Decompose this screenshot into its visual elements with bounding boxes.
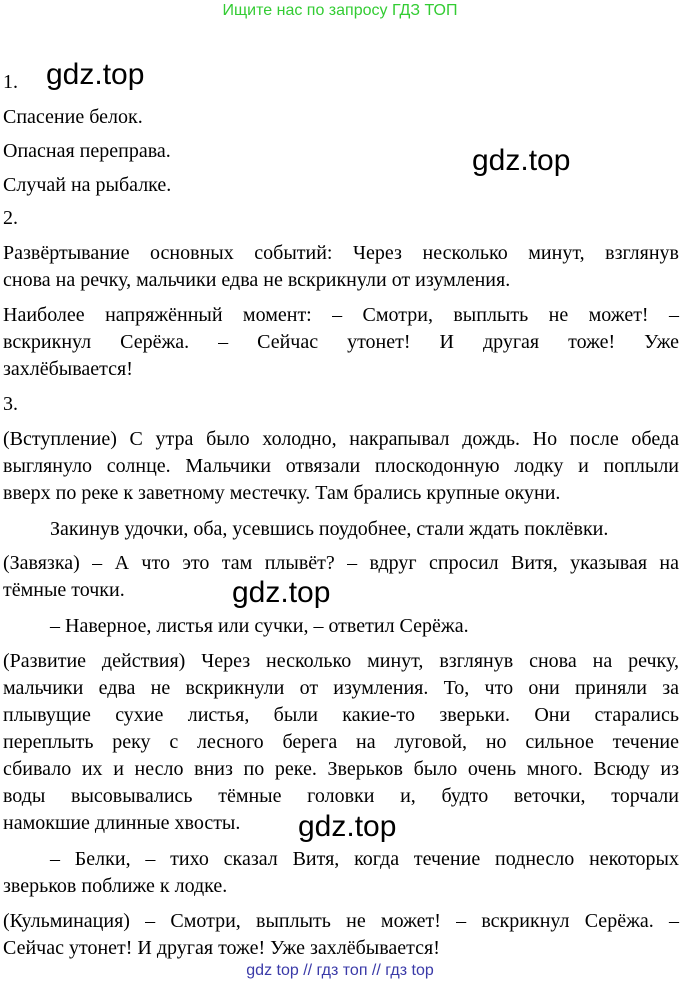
title-option: Опасная переправа.: [3, 140, 171, 162]
paragraph-line: Развёртывание основных событий: Через несколько минут, взглянув: [3, 242, 679, 264]
watermark: gdz.top: [46, 58, 145, 91]
watermark: gdz.top: [472, 144, 571, 177]
paragraph-line: сбивало их и несло вниз по реке. Зверьков было очень много. Всюду из: [3, 758, 679, 780]
paragraph-line: зверьков поближе к лодке.: [3, 875, 228, 897]
paragraph-line: Сейчас утонет! И другая тоже! Уже захлёбывается!: [3, 937, 440, 959]
paragraph-line: вскрикнул Серёжа. – Сейчас утонет! И другая тоже! Уже: [3, 331, 679, 353]
paragraph-line: (Завязка) – А что это там плывёт? – вдруг спросил Витя, указывая на: [3, 552, 679, 574]
paragraph-line: мальчики едва не вскрикнули от изумления. То, что они приняли за: [3, 677, 679, 699]
paragraph-line: намокшие длинные хвосты.: [3, 812, 241, 834]
paragraph-line: захлёбывается!: [3, 358, 133, 380]
section-number: 3.: [3, 393, 18, 415]
watermark: gdz.top: [298, 810, 397, 843]
paragraph-line: (Вступление) С утра было холодно, накрапывал дождь. Но после обеда: [3, 428, 679, 450]
paragraph-line: – Наверное, листья или сучки, – ответил Серёжа.: [50, 615, 469, 637]
section-number: 2.: [3, 207, 18, 229]
paragraph-line: воды высовывались тёмные головки и, будто веточки, торчали: [3, 785, 679, 807]
section-number: 1.: [3, 71, 18, 93]
paragraph-line: Закинув удочки, оба, усевшись поудобнее, стали ждать поклёвки.: [50, 518, 609, 540]
title-option: Спасение белок.: [3, 106, 143, 128]
paragraph-line: Наиболее напряжённый момент: – Смотри, выплыть не может! –: [3, 304, 679, 326]
paragraph-line: (Развитие действия) Через несколько минут, взглянув снова на речку,: [3, 650, 679, 672]
paragraph-line: снова на речку, мальчики едва не вскрикнули от изумления.: [3, 269, 511, 291]
search-hint-header: Ищите нас по запросу ГДЗ ТОП: [222, 2, 458, 19]
paragraph-line: тёмные точки.: [3, 579, 125, 601]
paragraph-line: – Белки, – тихо сказал Витя, когда течение поднесло некоторых: [50, 848, 679, 870]
footer-watermark: gdz top // гдз топ // гдз top: [246, 962, 434, 979]
paragraph-line: выглянуло солнце. Мальчики отвязали плоскодонную лодку и поплыли: [3, 455, 679, 477]
paragraph-line: вверх по реке к заветному местечку. Там брались крупные окуни.: [3, 482, 561, 504]
paragraph-line: (Кульминация) – Смотри, выплыть не может! – вскрикнул Серёжа. –: [3, 910, 679, 932]
title-option: Случай на рыбалке.: [3, 174, 172, 196]
watermark: gdz.top: [232, 576, 331, 609]
paragraph-line: переплыть реку с лесного берега на луговой, но сильное течение: [3, 731, 679, 753]
paragraph-line: плывущие сухие листья, были какие-то зверьки. Они старались: [3, 704, 679, 726]
